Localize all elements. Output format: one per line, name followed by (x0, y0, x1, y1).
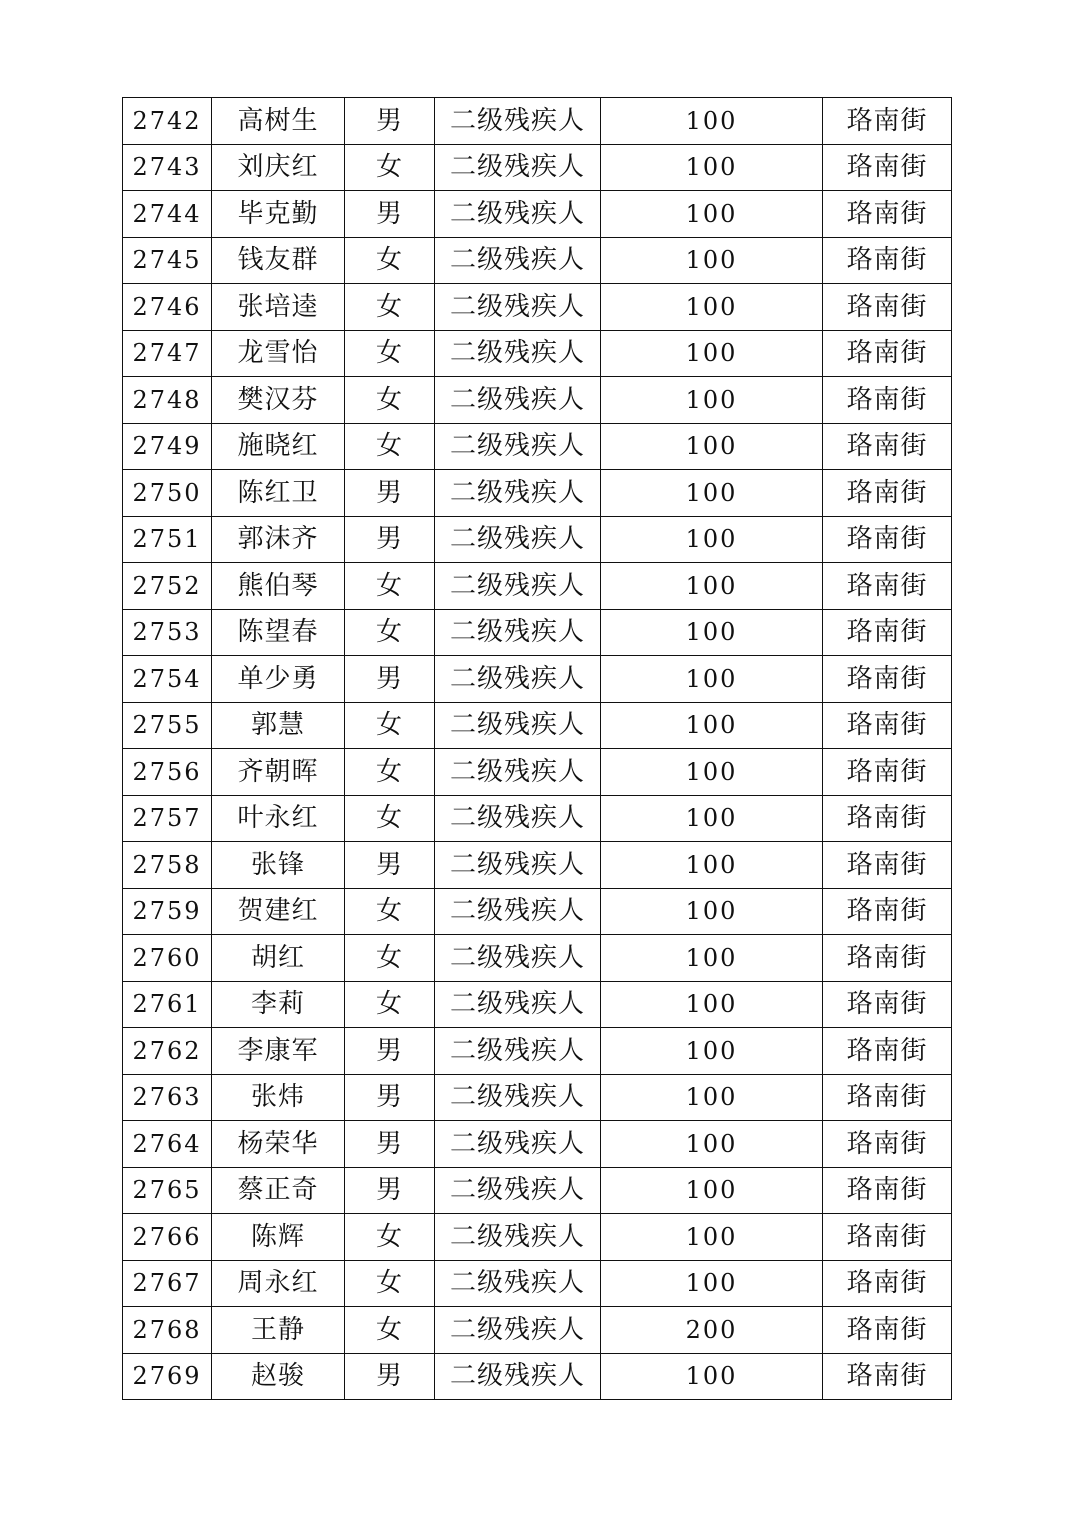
cell-id: 2742 (123, 98, 212, 145)
cell-id: 2762 (123, 1028, 212, 1075)
cell-name: 龙雪怡 (212, 330, 345, 377)
cell-gender: 女 (345, 702, 435, 749)
table-row (123, 1214, 952, 1261)
cell-id: 2764 (123, 1121, 212, 1168)
cell-name: 周永红 (212, 1260, 345, 1307)
cell-street: 珞南街 (823, 656, 952, 703)
cell-name: 赵骏 (212, 1353, 345, 1400)
cell-gender: 男 (345, 1074, 435, 1121)
cell-id: 2769 (123, 1353, 212, 1400)
cell-category: 二级残疾人 (435, 981, 601, 1028)
cell-id: 2761 (123, 981, 212, 1028)
cell-amount: 100 (601, 237, 823, 284)
cell-street: 珞南街 (823, 191, 952, 238)
cell-amount: 100 (601, 516, 823, 563)
cell-name: 李康军 (212, 1028, 345, 1075)
cell-category: 二级残疾人 (435, 1260, 601, 1307)
cell-category: 二级残疾人 (435, 1353, 601, 1400)
cell-category: 二级残疾人 (435, 609, 601, 656)
cell-gender: 女 (345, 935, 435, 982)
table-row (123, 237, 952, 284)
cell-name: 蔡正奇 (212, 1167, 345, 1214)
cell-street: 珞南街 (823, 377, 952, 424)
table-row (123, 516, 952, 563)
cell-gender: 女 (345, 609, 435, 656)
cell-id: 2757 (123, 795, 212, 842)
table-row (123, 842, 952, 889)
cell-street: 珞南街 (823, 609, 952, 656)
cell-category: 二级残疾人 (435, 470, 601, 517)
cell-street: 珞南街 (823, 516, 952, 563)
cell-category: 二级残疾人 (435, 237, 601, 284)
cell-street: 珞南街 (823, 795, 952, 842)
cell-amount: 100 (601, 609, 823, 656)
cell-name: 王静 (212, 1307, 345, 1354)
cell-category: 二级残疾人 (435, 702, 601, 749)
cell-id: 2753 (123, 609, 212, 656)
cell-amount: 100 (601, 1028, 823, 1075)
cell-amount: 100 (601, 1074, 823, 1121)
cell-street: 珞南街 (823, 98, 952, 145)
cell-amount: 200 (601, 1307, 823, 1354)
table-row (123, 795, 952, 842)
cell-gender: 女 (345, 144, 435, 191)
cell-id: 2758 (123, 842, 212, 889)
table-row (123, 470, 952, 517)
cell-id: 2768 (123, 1307, 212, 1354)
cell-gender: 女 (345, 795, 435, 842)
table-row (123, 1028, 952, 1075)
cell-name: 李莉 (212, 981, 345, 1028)
cell-amount: 100 (601, 191, 823, 238)
cell-id: 2755 (123, 702, 212, 749)
cell-category: 二级残疾人 (435, 284, 601, 331)
cell-category: 二级残疾人 (435, 1167, 601, 1214)
table-row (123, 1167, 952, 1214)
cell-amount: 100 (601, 563, 823, 610)
cell-amount: 100 (601, 470, 823, 517)
table-row (123, 1074, 952, 1121)
cell-gender: 男 (345, 191, 435, 238)
cell-name: 刘庆红 (212, 144, 345, 191)
cell-street: 珞南街 (823, 144, 952, 191)
cell-amount: 100 (601, 98, 823, 145)
cell-street: 珞南街 (823, 284, 952, 331)
cell-amount: 100 (601, 1167, 823, 1214)
cell-street: 珞南街 (823, 1167, 952, 1214)
cell-category: 二级残疾人 (435, 795, 601, 842)
records-table-body (123, 98, 952, 1400)
cell-category: 二级残疾人 (435, 330, 601, 377)
cell-gender: 女 (345, 237, 435, 284)
cell-amount: 100 (601, 888, 823, 935)
cell-amount: 100 (601, 1260, 823, 1307)
cell-name: 樊汉芬 (212, 377, 345, 424)
cell-street: 珞南街 (823, 702, 952, 749)
cell-amount: 100 (601, 377, 823, 424)
cell-id: 2747 (123, 330, 212, 377)
cell-street: 珞南街 (823, 1074, 952, 1121)
cell-street: 珞南街 (823, 470, 952, 517)
cell-street: 珞南街 (823, 981, 952, 1028)
cell-name: 齐朝晖 (212, 749, 345, 796)
cell-amount: 100 (601, 795, 823, 842)
cell-id: 2763 (123, 1074, 212, 1121)
cell-name: 单少勇 (212, 656, 345, 703)
cell-id: 2756 (123, 749, 212, 796)
cell-category: 二级残疾人 (435, 888, 601, 935)
cell-gender: 男 (345, 842, 435, 889)
table-row (123, 1260, 952, 1307)
cell-street: 珞南街 (823, 749, 952, 796)
cell-amount: 100 (601, 1121, 823, 1168)
cell-gender: 女 (345, 563, 435, 610)
cell-id: 2754 (123, 656, 212, 703)
cell-category: 二级残疾人 (435, 1121, 601, 1168)
cell-street: 珞南街 (823, 237, 952, 284)
cell-id: 2750 (123, 470, 212, 517)
cell-id: 2746 (123, 284, 212, 331)
cell-amount: 100 (601, 702, 823, 749)
cell-street: 珞南街 (823, 1028, 952, 1075)
table-row (123, 1121, 952, 1168)
cell-name: 张锋 (212, 842, 345, 889)
cell-id: 2751 (123, 516, 212, 563)
cell-amount: 100 (601, 749, 823, 796)
cell-gender: 女 (345, 1214, 435, 1261)
cell-gender: 男 (345, 656, 435, 703)
cell-gender: 女 (345, 981, 435, 1028)
cell-street: 珞南街 (823, 563, 952, 610)
table-row (123, 377, 952, 424)
cell-name: 张培逵 (212, 284, 345, 331)
cell-name: 毕克勤 (212, 191, 345, 238)
table-row (123, 98, 952, 145)
cell-amount: 100 (601, 1353, 823, 1400)
cell-category: 二级残疾人 (435, 749, 601, 796)
cell-street: 珞南街 (823, 1260, 952, 1307)
cell-street: 珞南街 (823, 888, 952, 935)
cell-gender: 男 (345, 98, 435, 145)
cell-category: 二级残疾人 (435, 935, 601, 982)
table-row (123, 702, 952, 749)
cell-gender: 女 (345, 284, 435, 331)
cell-street: 珞南街 (823, 1121, 952, 1168)
table-row (123, 284, 952, 331)
cell-category: 二级残疾人 (435, 1074, 601, 1121)
records-table (122, 97, 952, 1400)
cell-name: 高树生 (212, 98, 345, 145)
cell-gender: 男 (345, 516, 435, 563)
table-row (123, 749, 952, 796)
cell-gender: 女 (345, 330, 435, 377)
cell-name: 施晓红 (212, 423, 345, 470)
table-row (123, 330, 952, 377)
cell-id: 2752 (123, 563, 212, 610)
table-row (123, 191, 952, 238)
cell-street: 珞南街 (823, 1214, 952, 1261)
cell-name: 胡红 (212, 935, 345, 982)
cell-amount: 100 (601, 1214, 823, 1261)
table-row (123, 609, 952, 656)
cell-name: 郭慧 (212, 702, 345, 749)
cell-street: 珞南街 (823, 1353, 952, 1400)
cell-name: 陈望春 (212, 609, 345, 656)
table-row (123, 1307, 952, 1354)
cell-gender: 男 (345, 470, 435, 517)
table-row (123, 888, 952, 935)
cell-category: 二级残疾人 (435, 842, 601, 889)
cell-name: 叶永红 (212, 795, 345, 842)
cell-category: 二级残疾人 (435, 1214, 601, 1261)
cell-name: 郭沫齐 (212, 516, 345, 563)
cell-id: 2745 (123, 237, 212, 284)
cell-amount: 100 (601, 981, 823, 1028)
table-row (123, 981, 952, 1028)
cell-gender: 女 (345, 749, 435, 796)
cell-gender: 男 (345, 1167, 435, 1214)
cell-gender: 女 (345, 1307, 435, 1354)
cell-name: 杨荣华 (212, 1121, 345, 1168)
cell-gender: 女 (345, 423, 435, 470)
cell-id: 2765 (123, 1167, 212, 1214)
cell-id: 2749 (123, 423, 212, 470)
cell-gender: 女 (345, 1260, 435, 1307)
cell-name: 钱友群 (212, 237, 345, 284)
table-row (123, 935, 952, 982)
table-row (123, 563, 952, 610)
cell-category: 二级残疾人 (435, 377, 601, 424)
cell-id: 2743 (123, 144, 212, 191)
cell-id: 2744 (123, 191, 212, 238)
cell-street: 珞南街 (823, 842, 952, 889)
cell-gender: 女 (345, 888, 435, 935)
cell-name: 陈辉 (212, 1214, 345, 1261)
cell-category: 二级残疾人 (435, 656, 601, 703)
table-row (123, 144, 952, 191)
cell-category: 二级残疾人 (435, 1028, 601, 1075)
cell-name: 张炜 (212, 1074, 345, 1121)
cell-street: 珞南街 (823, 423, 952, 470)
cell-gender: 男 (345, 1121, 435, 1168)
cell-amount: 100 (601, 423, 823, 470)
cell-id: 2767 (123, 1260, 212, 1307)
cell-category: 二级残疾人 (435, 98, 601, 145)
cell-gender: 女 (345, 377, 435, 424)
cell-id: 2766 (123, 1214, 212, 1261)
cell-name: 熊伯琴 (212, 563, 345, 610)
table-row (123, 1353, 952, 1400)
cell-category: 二级残疾人 (435, 516, 601, 563)
cell-amount: 100 (601, 656, 823, 703)
cell-name: 贺建红 (212, 888, 345, 935)
cell-street: 珞南街 (823, 1307, 952, 1354)
cell-category: 二级残疾人 (435, 191, 601, 238)
cell-gender: 男 (345, 1028, 435, 1075)
cell-amount: 100 (601, 842, 823, 889)
cell-category: 二级残疾人 (435, 144, 601, 191)
cell-id: 2759 (123, 888, 212, 935)
cell-category: 二级残疾人 (435, 1307, 601, 1354)
cell-category: 二级残疾人 (435, 563, 601, 610)
cell-category: 二级残疾人 (435, 423, 601, 470)
cell-amount: 100 (601, 144, 823, 191)
cell-amount: 100 (601, 935, 823, 982)
cell-id: 2748 (123, 377, 212, 424)
table-row (123, 656, 952, 703)
cell-street: 珞南街 (823, 935, 952, 982)
cell-amount: 100 (601, 330, 823, 377)
table-row (123, 423, 952, 470)
cell-street: 珞南街 (823, 330, 952, 377)
cell-gender: 男 (345, 1353, 435, 1400)
cell-id: 2760 (123, 935, 212, 982)
cell-name: 陈红卫 (212, 470, 345, 517)
cell-amount: 100 (601, 284, 823, 331)
